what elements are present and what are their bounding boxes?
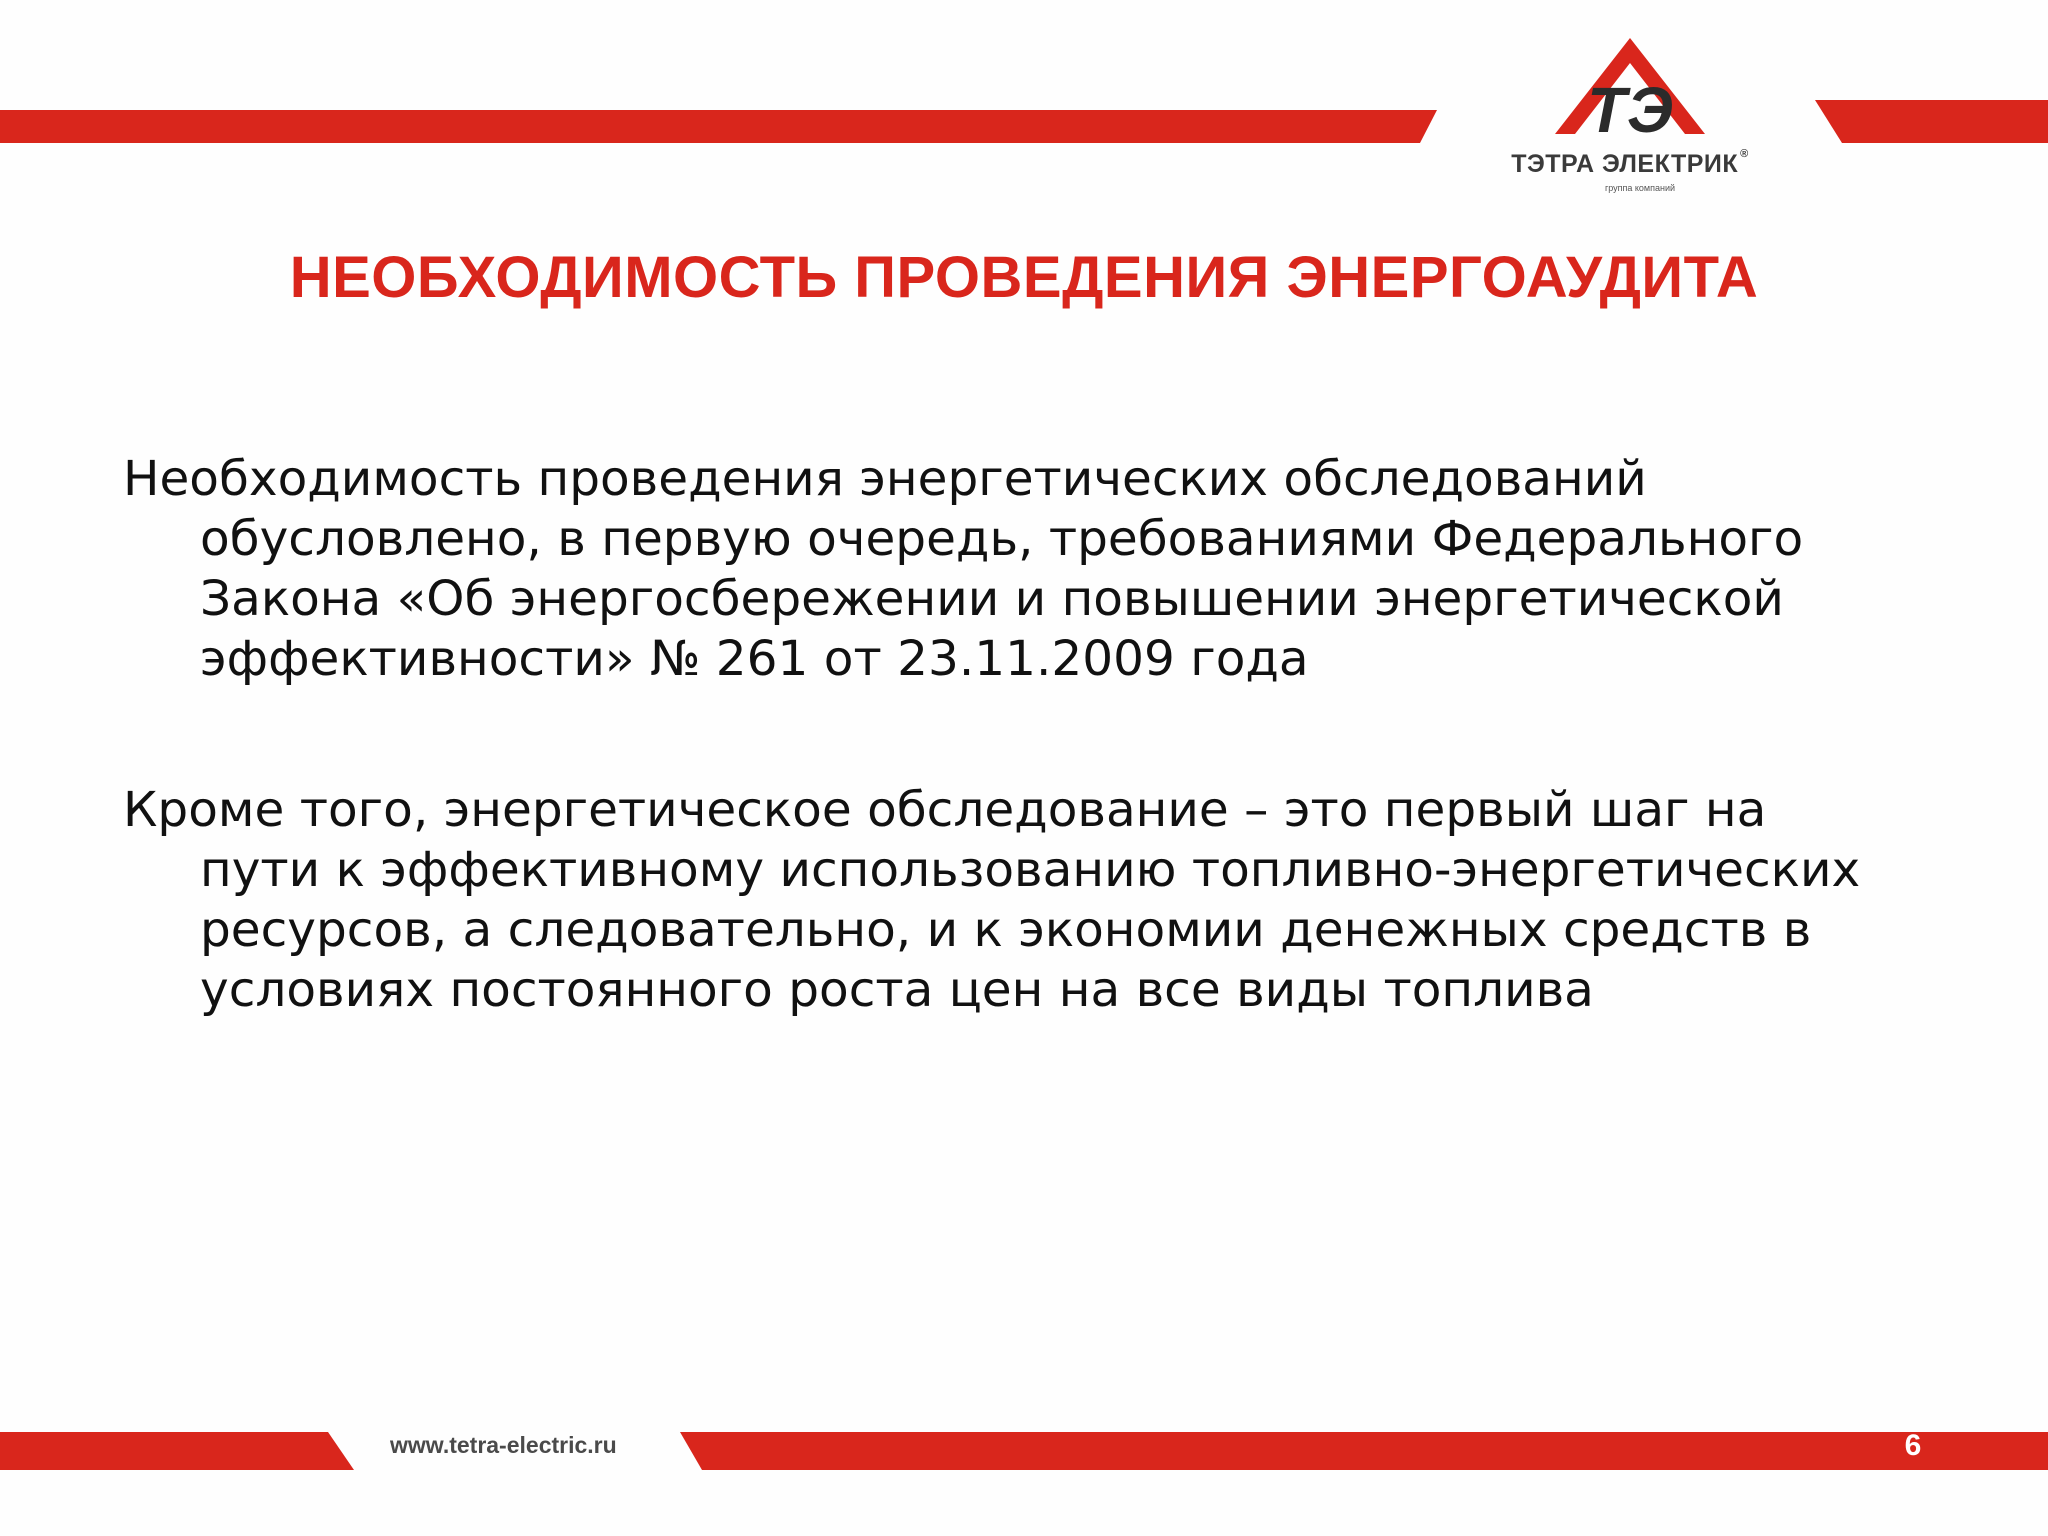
paragraph-line: условиях постоянного роста цен на все виды топлива <box>200 962 1594 1018</box>
logo-monogram: ТЭ <box>1587 74 1673 146</box>
paragraph-1 <box>123 449 1923 689</box>
paragraph-line: Закона «Об энергосбережении и повышении энергетической <box>200 571 1784 627</box>
brand-name <box>1505 150 1755 179</box>
footer-url-link[interactable]: www.tetra-electric.ru <box>390 1432 617 1458</box>
paragraph-line: Кроме того, энергетическое обследование – это первый шаг на <box>123 782 1767 838</box>
paragraph-line: пути к эффективному использованию топливно-энергетических <box>200 842 1861 898</box>
top-band-right <box>1815 100 2048 143</box>
top-band-left <box>0 110 1437 143</box>
bottom-band-right <box>680 1432 2048 1470</box>
paragraph-line: ресурсов, а следовательно, и к экономии денежных средств в <box>200 902 1812 958</box>
registered-mark: ® <box>1740 148 1749 160</box>
paragraph-2 <box>123 780 1923 1020</box>
brand-subtitle: группа компаний <box>1604 183 1676 193</box>
paragraph-line: Необходимость проведения энергетических обследований <box>123 451 1647 507</box>
paragraph-line: обусловлено, в первую очередь, требованиями Федерального <box>200 511 1804 567</box>
paragraph-line: эффективности» № 261 от 23.11.2009 года <box>200 631 1309 687</box>
page-number: 6 <box>1904 1429 1922 1462</box>
brand-name-text: ТЭТРА ЭЛЕКТРИК <box>1511 150 1739 178</box>
page-title: НЕОБХОДИМОСТЬ ПРОВЕДЕНИЯ ЭНЕРГОАУДИТА <box>289 245 1759 310</box>
bottom-band-left <box>0 1432 354 1470</box>
